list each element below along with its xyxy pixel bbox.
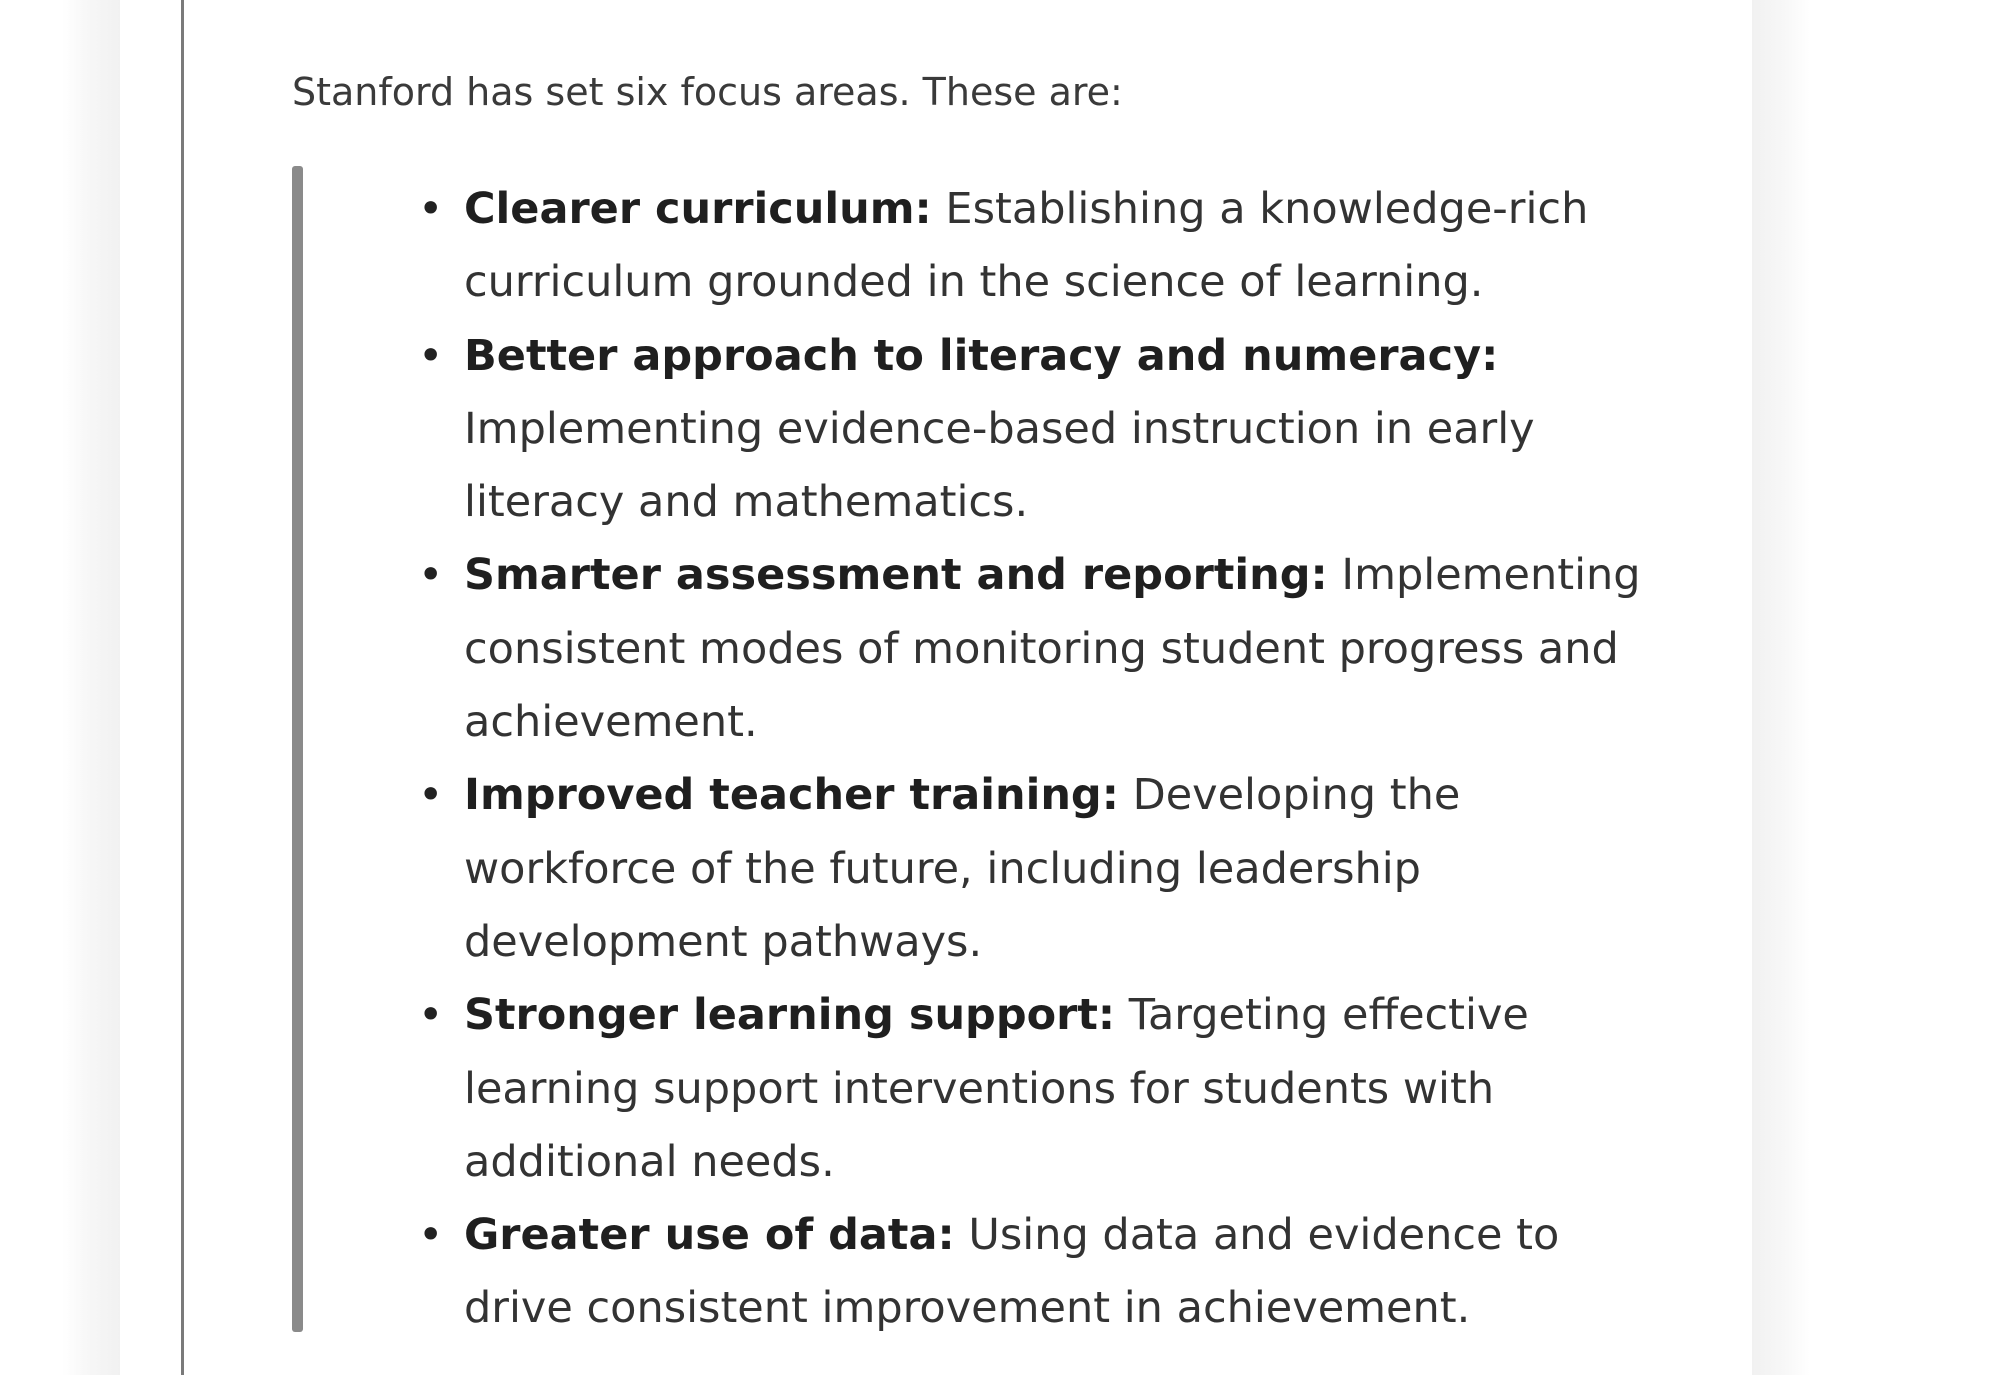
list-item-clearer-curriculum [418, 173, 1654, 320]
article-left-rule [181, 0, 184, 1375]
page-shadow-right [1752, 0, 1810, 1375]
list-item-heading: Improved teacher training: [464, 770, 1119, 821]
list-item-heading: Clearer curriculum: [464, 184, 932, 234]
bullet-icon: • [418, 330, 444, 381]
list-item-literacy-numeracy [418, 320, 1654, 540]
list-item-heading: Greater use of data: [464, 1210, 955, 1261]
list-item-description: Establishing a knowledge-rich curriculum grounded in the science of learning. [464, 184, 1589, 308]
list-item-heading: Smarter assessment and reporting: [464, 550, 1328, 601]
page-shadow-left [62, 0, 120, 1375]
list-item-heading: Better approach to literacy and numeracy: [464, 330, 1499, 381]
list-item-learning-support [418, 979, 1654, 1199]
list-item-description: Using data and evidence to drive consistent improvement in achievement. [464, 1210, 1560, 1334]
blockquote-bar [292, 166, 303, 1332]
list-item-description: Targeting effective learning support interventions for students with additional needs. [464, 990, 1529, 1187]
intro-paragraph: Stanford has set six focus areas. These are: [292, 70, 1123, 114]
bullet-icon: • [418, 770, 444, 821]
list-item-use-of-data [418, 1199, 1654, 1346]
bullet-icon: • [418, 550, 444, 601]
list-item-description: Implementing consistent modes of monitoring student progress and achievement. [464, 550, 1641, 748]
list-item-description: Implementing evidence-based instruction in early literacy and mathematics. [464, 403, 1535, 528]
bullet-icon: • [418, 990, 444, 1041]
bullet-icon: • [418, 184, 444, 234]
list-item-description: Developing the workforce of the future, including leadership development pathways. [464, 770, 1461, 967]
list-item-teacher-training [418, 759, 1654, 979]
list-item-assessment-reporting [418, 539, 1654, 759]
focus-areas-list [418, 173, 1654, 1346]
list-item-heading: Stronger learning support: [464, 990, 1116, 1041]
bullet-icon: • [418, 1210, 444, 1261]
